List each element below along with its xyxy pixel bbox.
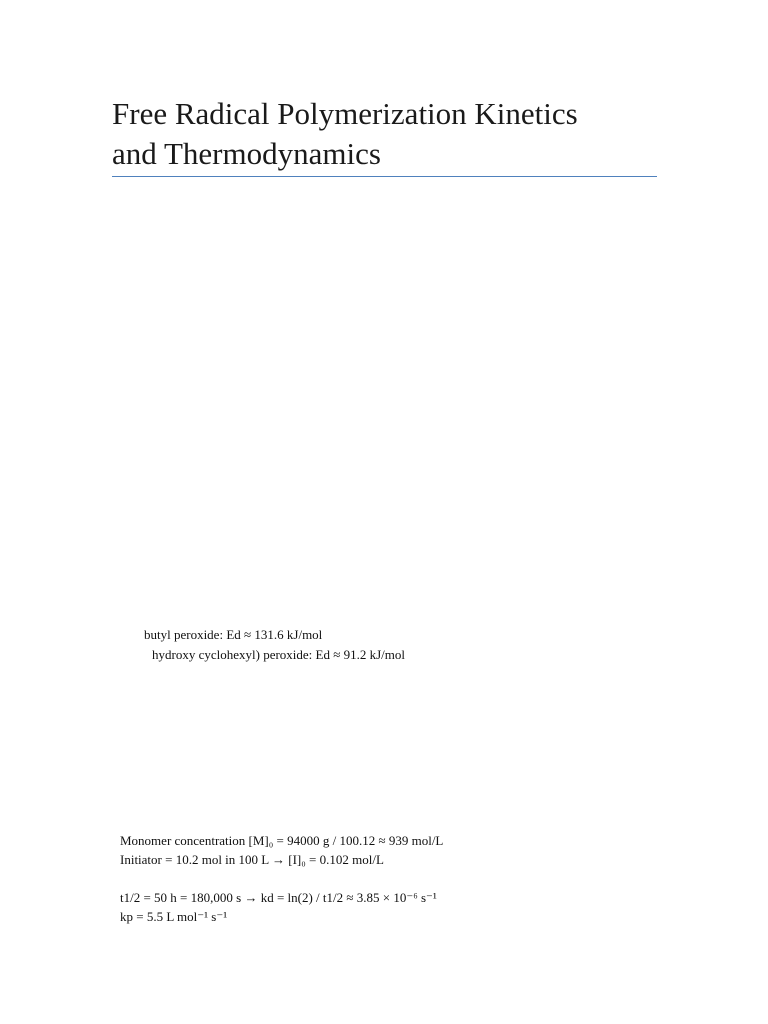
document-title — [112, 94, 672, 174]
initiator-line: Initiator = 10.2 mol in 100 L → [I]₀ = 0.102 mol/L — [120, 852, 384, 867]
title-underline — [112, 176, 657, 177]
half-life-line: t1/2 = 50 h = 180,000 s → kd = ln(2) / t1/2 ≈ 3.85 × 10⁻⁶ s⁻¹ — [120, 890, 437, 905]
title-line-2: and Thermodynamics — [112, 136, 381, 171]
title-line-1: Free Radical Polymerization Kinetics — [112, 96, 578, 131]
activation-energy-line-2: hydroxy cyclohexyl) peroxide: Ed ≈ 91.2 kJ/mol — [152, 647, 406, 662]
activation-energy-line-1: butyl peroxide: Ed ≈ 131.6 kJ/mol — [144, 627, 323, 642]
kp-line: kp = 5.5 L mol⁻¹ s⁻¹ — [120, 909, 228, 924]
monomer-concentration-line: Monomer concentration [M]₀ = 94000 g / 100.12 ≈ 939 mol/L — [120, 833, 444, 848]
